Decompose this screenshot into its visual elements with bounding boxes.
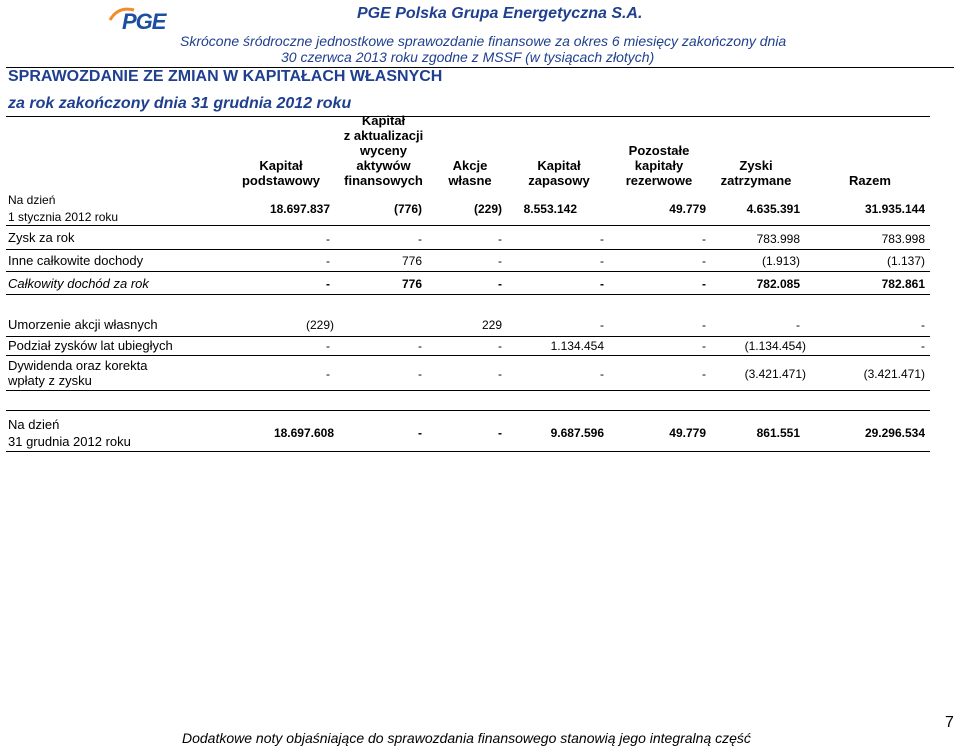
row-label-profit: Zysk za rok — [8, 230, 75, 245]
col-header-other-reserves — [618, 143, 700, 188]
row-label-text: 1 stycznia 2012 roku — [8, 210, 119, 224]
row-label-oci: Inne całkowite dochody — [8, 253, 144, 268]
statement-title: SPRAWOZDANIE ZE ZMIAN W KAPITAŁACH WŁASNYCH — [8, 68, 443, 85]
cell: 49.779 — [669, 202, 706, 216]
cell: - — [702, 367, 706, 381]
col-header-text: Kapitał — [361, 113, 406, 128]
cell: - — [702, 232, 706, 246]
cell: - — [498, 232, 502, 246]
report-subtitle-line2: 30 czerwca 2013 roku zgodne z MSSF (w tysiącach złotych) — [281, 49, 655, 65]
row-label-profit-distribution: Podział zysków lat ubiegłych — [8, 338, 173, 353]
cell: - — [326, 254, 330, 268]
row-label-text: 31 grudnia 2012 roku — [8, 434, 131, 449]
col-header-text: finansowych — [344, 173, 423, 188]
cell: - — [418, 339, 422, 353]
cell: - — [498, 254, 502, 268]
company-name: PGE Polska Grupa Energetyczna S.A. — [357, 5, 643, 22]
cell: 783.998 — [881, 232, 925, 246]
cell: - — [326, 277, 330, 291]
cell: 1.134.454 — [550, 339, 604, 353]
cell: 31.935.144 — [864, 202, 925, 216]
cell: - — [600, 318, 604, 332]
cell: - — [418, 426, 422, 440]
col-header-revaluation-reserve — [336, 113, 431, 188]
cell: - — [702, 254, 706, 268]
logo-text: PGE — [122, 9, 166, 34]
cell: - — [498, 367, 502, 381]
cell: - — [326, 232, 330, 246]
row-label-opening-balance — [8, 192, 118, 226]
cell: - — [702, 339, 706, 353]
col-header-text: z aktualizacji — [343, 128, 424, 143]
report-subtitle-line1: Skrócone śródroczne jednostkowe sprawozdanie finansowe za okres 6 miesięcy zakończony dnia — [180, 33, 787, 49]
row-divider — [6, 294, 930, 295]
row-divider — [6, 390, 930, 391]
page-number: 7 — [945, 714, 954, 731]
cell: (1.134.454) — [744, 339, 806, 353]
col-header-text: wyceny — [360, 143, 407, 158]
cell: 18.697.608 — [273, 426, 334, 440]
cell: - — [921, 318, 925, 332]
col-header-text: Pozostałe — [628, 143, 690, 158]
row-divider — [6, 451, 930, 452]
cell: - — [702, 318, 706, 332]
row-divider — [6, 336, 930, 337]
row-label-dividend — [8, 358, 147, 388]
cell: 9.687.596 — [550, 426, 604, 440]
col-header-retained-earnings — [715, 158, 797, 188]
cell: - — [498, 339, 502, 353]
row-divider — [6, 355, 930, 356]
cell: 782.085 — [756, 277, 800, 291]
cell: - — [921, 339, 925, 353]
cell: 783.998 — [756, 232, 800, 246]
col-header-text: kapitały — [634, 158, 684, 173]
pge-logo — [108, 6, 168, 32]
row-label-closing-balance — [8, 416, 131, 450]
cell: - — [418, 232, 422, 246]
col-header-text: Zyski — [739, 158, 773, 173]
row-divider — [6, 225, 930, 226]
col-header-text: Kapitał — [537, 158, 581, 173]
cell: (776) — [393, 202, 422, 216]
cell: 4.635.391 — [746, 202, 800, 216]
cell: 49.779 — [669, 426, 706, 440]
cell: 782.861 — [881, 277, 925, 291]
col-header-text: zapasowy — [528, 173, 590, 188]
cell: - — [498, 277, 502, 291]
cell: - — [326, 367, 330, 381]
row-divider — [6, 271, 930, 272]
col-header-text: własne — [448, 173, 492, 188]
cell: 8.553.142 — [523, 202, 577, 216]
col-header-total: Razem — [849, 173, 891, 188]
cell: - — [702, 277, 706, 291]
row-label-text: Dywidenda oraz korekta — [8, 358, 148, 373]
row-label-total-comprehensive-income: Całkowity dochód za rok — [8, 276, 149, 291]
row-label-text: wpłaty z zysku — [8, 373, 92, 388]
cell: (3.421.471) — [744, 367, 806, 381]
cell: (1.137) — [886, 254, 925, 268]
cell: (3.421.471) — [863, 367, 925, 381]
cell: - — [600, 277, 604, 291]
cell: - — [600, 254, 604, 268]
row-divider — [6, 249, 930, 250]
col-header-treasury-shares — [440, 158, 500, 188]
col-header-text: zatrzymane — [720, 173, 792, 188]
cell: - — [326, 339, 330, 353]
cell: 18.697.837 — [269, 202, 330, 216]
col-header-share-capital — [240, 158, 322, 188]
row-label-text: Na dzień — [8, 417, 60, 432]
statement-period: za rok zakończony dnia 31 grudnia 2012 roku — [8, 95, 352, 112]
row-label-text: Na dzień — [8, 193, 56, 207]
cell: (1.913) — [761, 254, 800, 268]
col-header-text: podstawowy — [241, 173, 320, 188]
cell: (229) — [305, 318, 334, 332]
title-divider — [6, 116, 930, 117]
cell: - — [418, 367, 422, 381]
col-header-text: Akcje — [452, 158, 488, 173]
footer-note: Dodatkowe noty objaśniające do sprawozdania finansowego stanowią jego integralną część — [182, 730, 751, 746]
row-divider — [6, 410, 930, 411]
cell: 29.296.534 — [864, 426, 925, 440]
cell: 776 — [401, 254, 422, 268]
cell: - — [600, 232, 604, 246]
col-header-text: rezerwowe — [625, 173, 693, 188]
cell: 776 — [401, 277, 422, 291]
cell: - — [796, 318, 800, 332]
col-header-text: aktywów — [356, 158, 411, 173]
col-header-supplementary-capital — [524, 158, 594, 188]
cell: 229 — [481, 318, 502, 332]
cell: 861.551 — [756, 426, 800, 440]
cell: - — [498, 426, 502, 440]
cell: (229) — [473, 202, 502, 216]
cell: - — [600, 367, 604, 381]
row-label-share-cancellation: Umorzenie akcji własnych — [8, 317, 158, 332]
col-header-text: Kapitał — [259, 158, 303, 173]
